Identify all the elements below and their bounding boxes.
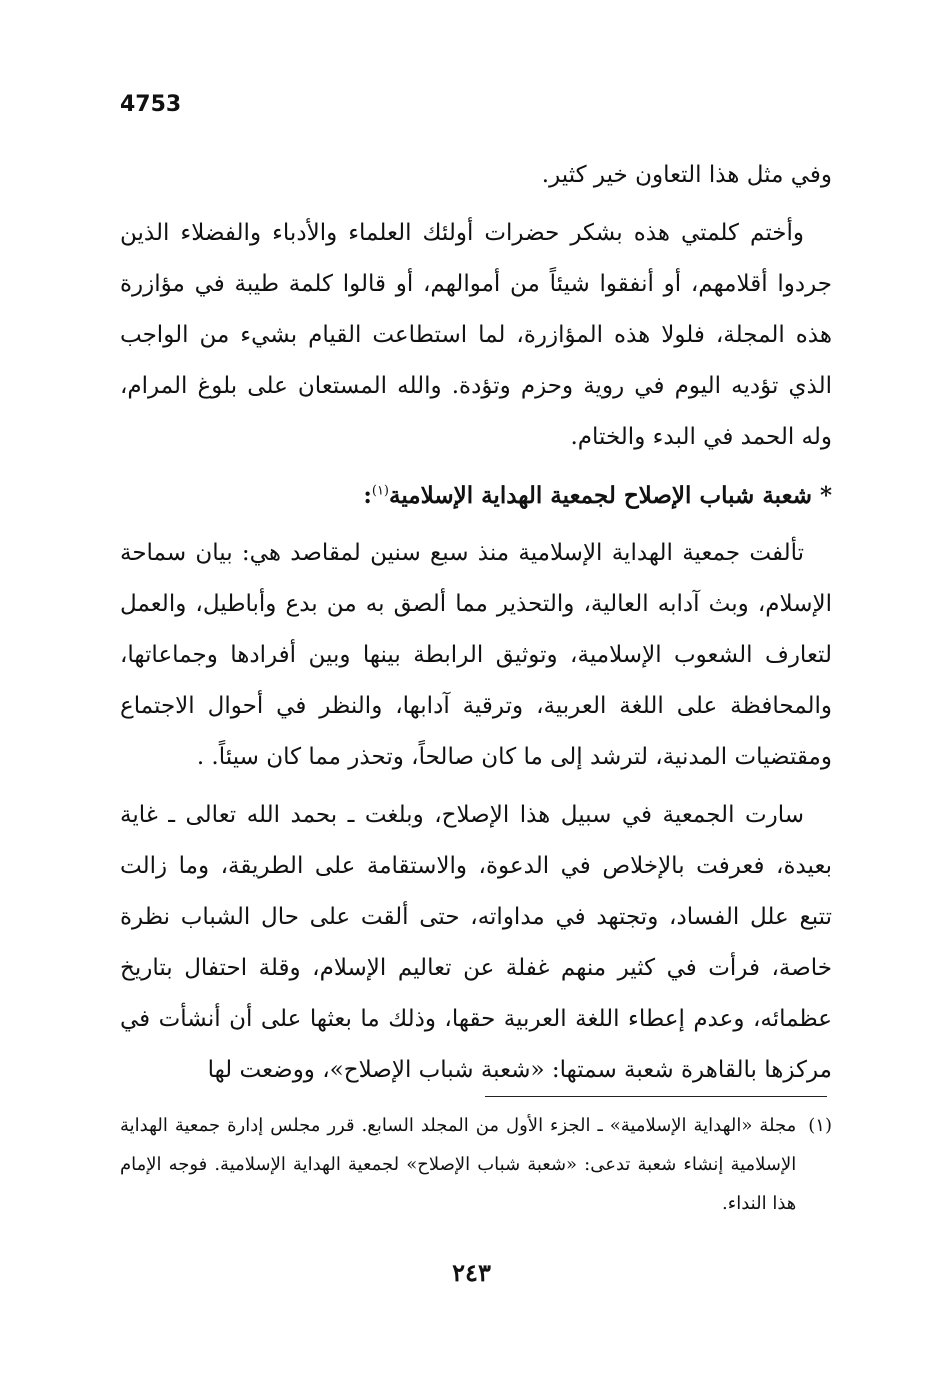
paragraph-closing-line: وفي مثل هذا التعاون خير كثير. bbox=[541, 162, 832, 188]
footnote-divider bbox=[485, 1096, 827, 1097]
paragraph-society-aims: تألفت جمعية الهداية الإسلامية منذ سبع سنين لمقاصد هي: بيان سماحة الإسلام، وبث آدابه العالية، والتحذير مما ألصق به من بدع وأباطيل، والعمل لتعارف الشعوب الإسلامية، وتوثيق الرابطة بينها وبين أفرادها وجماعاتها، والمحافظة على اللغة العربية، وترقية آدابها، والنظر في أحوال الاجتماع ومقتضيات المدنية، لترشد إلى ما كان صالحاً، وتحذر مما كان سيئاً. . bbox=[120, 540, 832, 770]
page-number-top: 4753 bbox=[120, 92, 182, 117]
page-number-bottom: ٢٤٣ bbox=[452, 1258, 491, 1287]
footnote bbox=[120, 1106, 832, 1223]
section-heading bbox=[120, 470, 832, 521]
section-heading-colon: : bbox=[363, 482, 372, 509]
section-heading-text: * شعبة شباب الإصلاح لجمعية الهداية الإسلامية bbox=[389, 482, 832, 509]
footnote-marker: (١) bbox=[808, 1115, 832, 1136]
page-body bbox=[120, 150, 832, 1103]
paragraph-society-progress: سارت الجمعية في سبيل هذا الإصلاح، وبلغت ـ بحمد الله تعالى ـ غاية بعيدة، فعرفت بالإخلاص في الدعوة، والاستقامة على الطريقة، وما زالت تتبع علل الفساد، وتجتهد في مداواته، حتى ألقت على حال الشباب نظرة خاصة، فرأت في كثير منهم غفلة عن تعاليم الإسلام، وقلة احتفال بتاريخ عظمائه، وعدم إعطاء اللغة العربية حقها، وذلك ما بعثها على أن أنشأت في مركزها بالقاهرة شعبة سمتها: «شعبة شباب الإصلاح»، ووضعت لها bbox=[120, 802, 832, 1083]
paragraph-thanks: وأختم كلمتي هذه بشكر حضرات أولئك العلماء والأدباء والفضلاء الذين جردوا أقلامهم، أو أنفقوا شيئاً من أموالهم، أو قالوا كلمة طيبة في مؤازرة هذه المجلة، فلولا هذه المؤازرة، لما استطاعت القيام بشيء من الواجب الذي تؤديه اليوم في روية وحزم وتؤدة. والله المستعان على بلوغ المرام، وله الحمد في البدء والختام. bbox=[120, 220, 832, 450]
footnote-reference: (١) bbox=[371, 483, 389, 499]
footnote-text: مجلة «الهداية الإسلامية» ـ الجزء الأول من المجلد السابع. قرر مجلس إدارة جمعية الهداية الإسلامية إنشاء شعبة تدعى: «شعبة شباب الإصلاح» لجمعية الهداية الإسلامية. فوجه الإمام هذا النداء. bbox=[120, 1115, 797, 1214]
